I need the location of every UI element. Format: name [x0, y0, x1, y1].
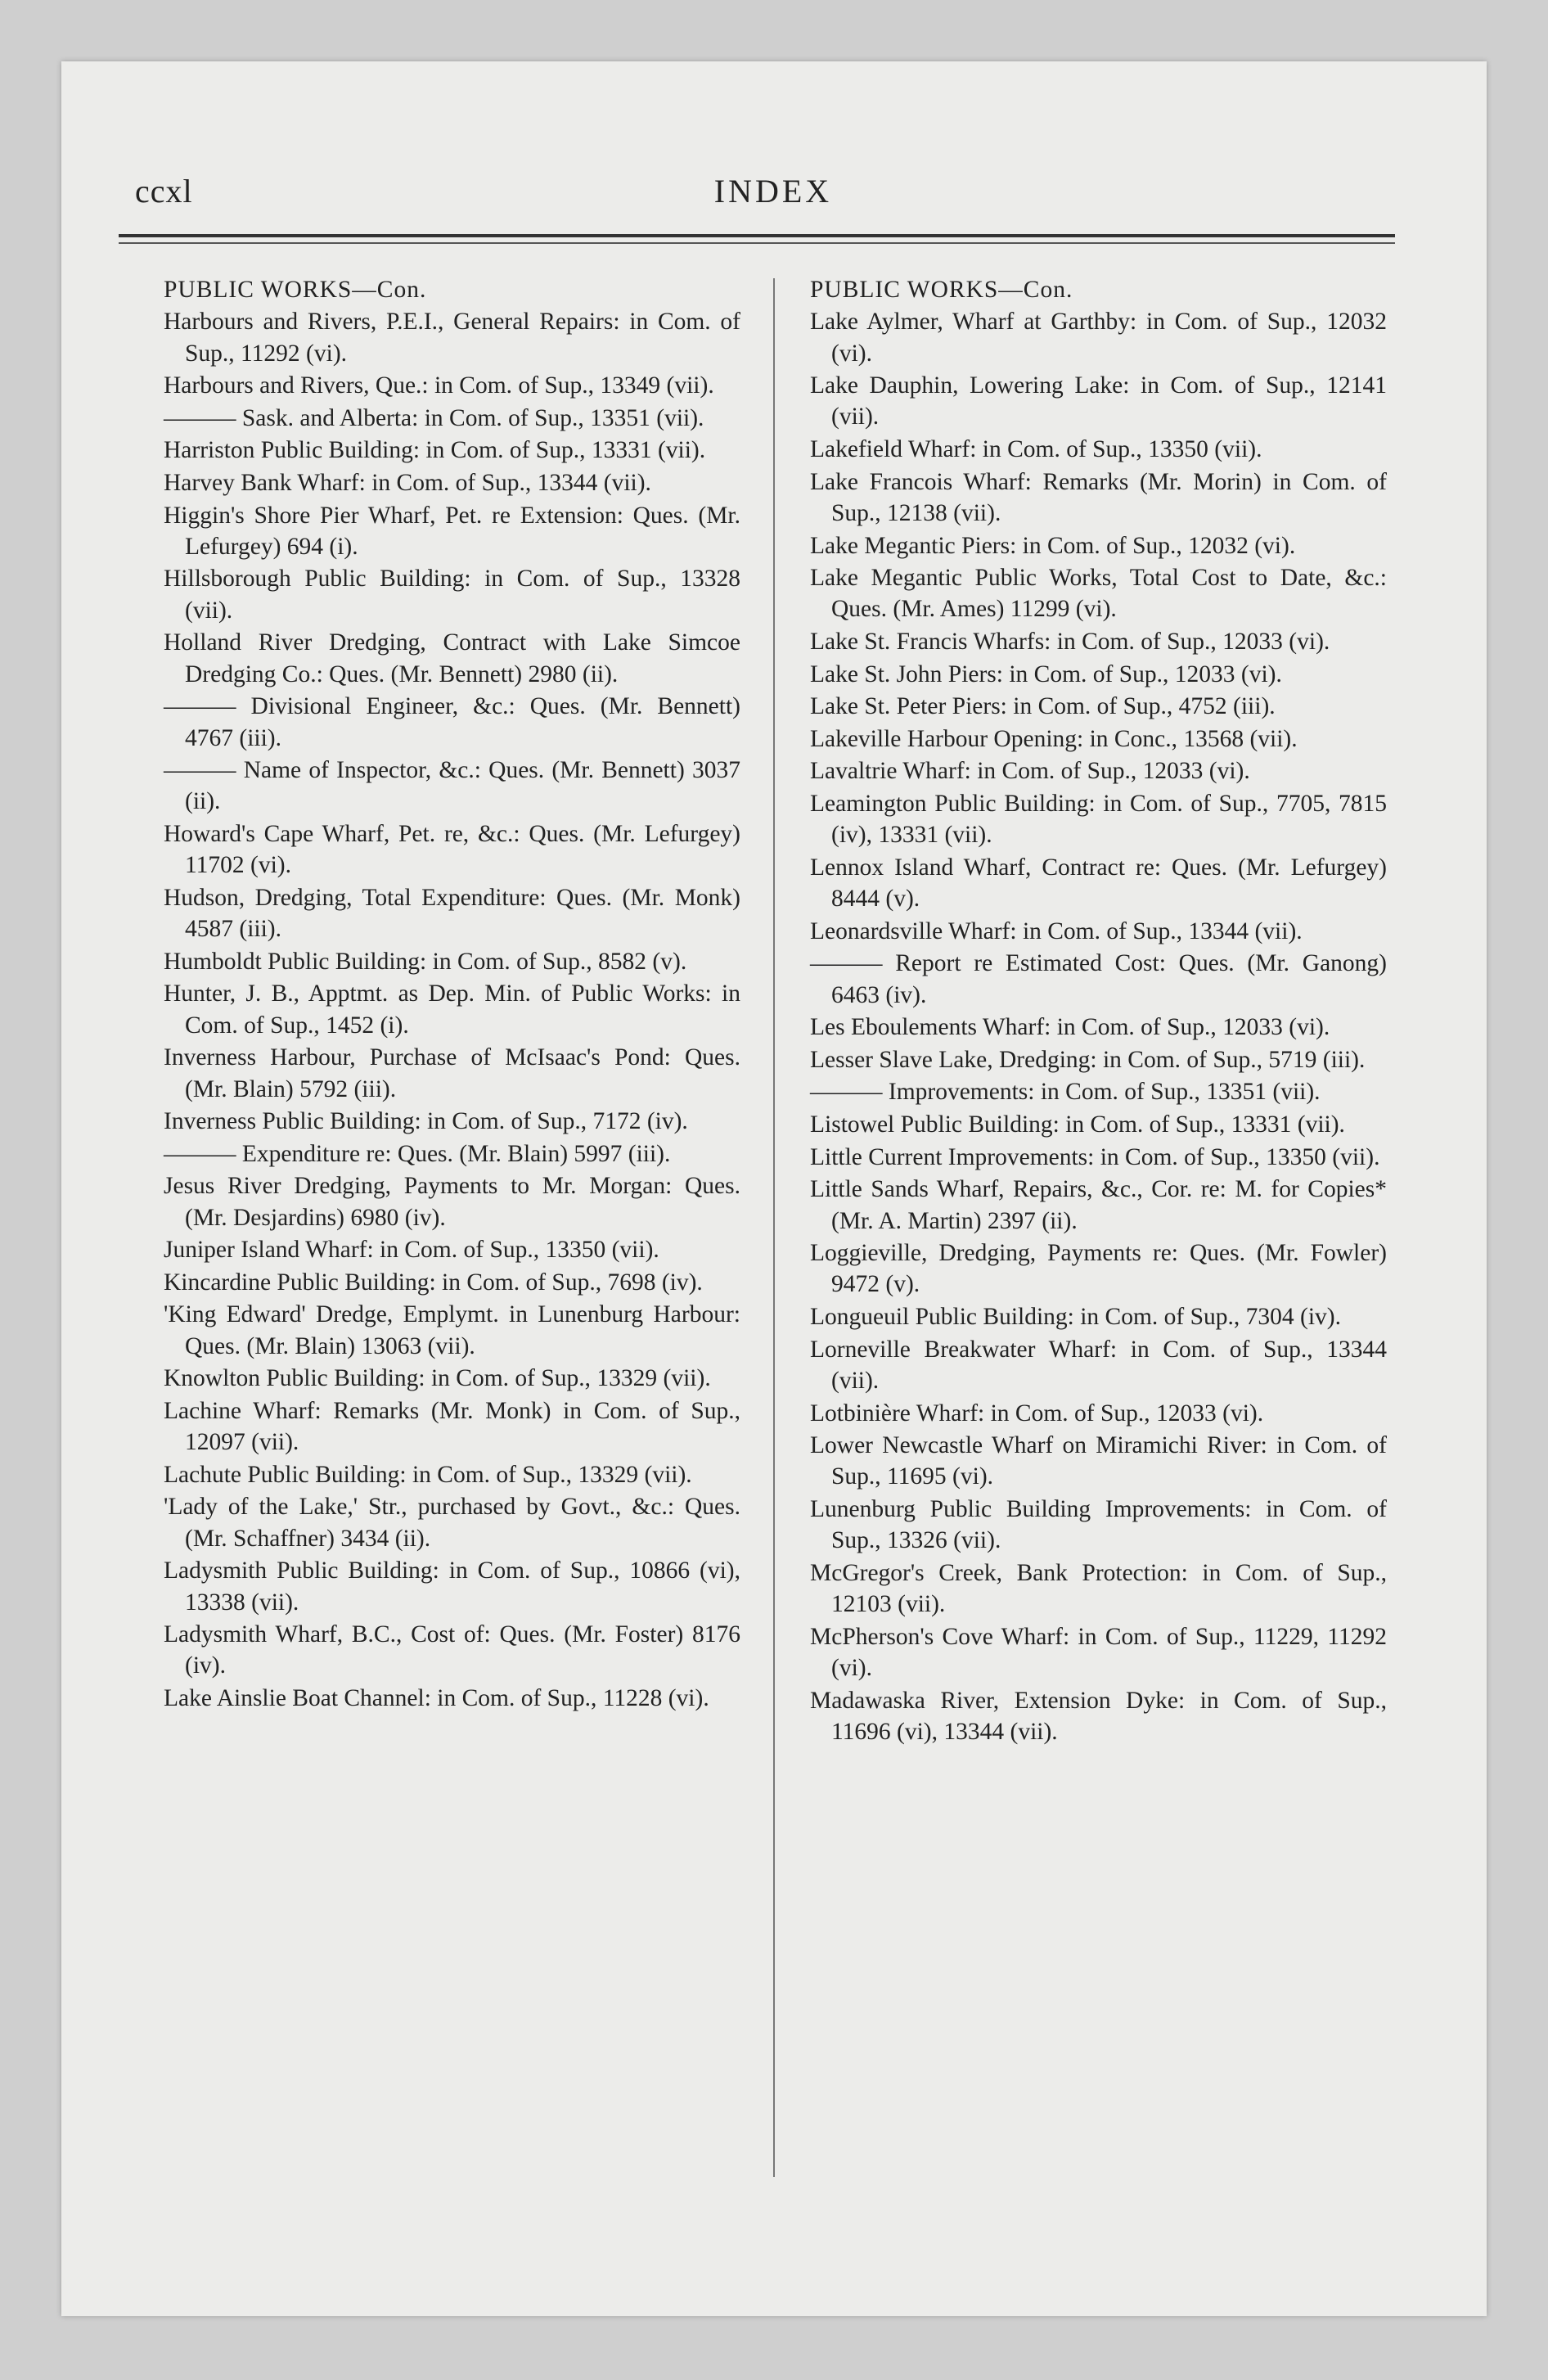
index-entry: ——— Name of Inspector, &c.: Ques. (Mr. Bennett) 3037 (ii).	[164, 757, 740, 815]
header-rule-thin	[119, 242, 1395, 244]
index-entry: Ladysmith Public Building: in Com. of Sup., 10866 (vi), 13338 (vii).	[164, 1557, 740, 1616]
index-entry: Lavaltrie Wharf: in Com. of Sup., 12033 (vi).	[810, 758, 1250, 785]
left-column-heading: PUBLIC WORKS—Con.	[164, 277, 427, 303]
right-column	[810, 274, 1387, 1749]
index-entry: Humboldt Public Building: in Com. of Sup., 8582 (v).	[164, 948, 687, 975]
index-entry: Lake St. Peter Piers: in Com. of Sup., 4752 (iii).	[810, 693, 1276, 720]
index-entry: Lake Megantic Piers: in Com. of Sup., 12032 (vi).	[810, 532, 1296, 559]
index-entry: ——— Sask. and Alberta: in Com. of Sup., 13351 (vii).	[164, 404, 704, 431]
index-entry: Knowlton Public Building: in Com. of Sup., 13329 (vii).	[164, 1365, 711, 1392]
index-entry: Harbours and Rivers, P.E.I., General Repairs: in Com. of Sup., 11292 (vi).	[164, 309, 740, 367]
index-entry: Les Eboulements Wharf: in Com. of Sup., 12033 (vi).	[810, 1014, 1330, 1041]
index-entry: Lorneville Breakwater Wharf: in Com. of Sup., 13344 (vii).	[810, 1336, 1387, 1394]
index-entry: Juniper Island Wharf: in Com. of Sup., 13350 (vii).	[164, 1237, 659, 1264]
index-entry: Lower Newcastle Wharf on Miramichi River: in Com. of Sup., 11695 (vi).	[810, 1432, 1387, 1490]
index-entry: Inverness Public Building: in Com. of Sup., 7172 (iv).	[164, 1108, 688, 1135]
index-entry: Little Sands Wharf, Repairs, &c., Cor. re: M. for Copies* (Mr. A. Martin) 2397 (ii).	[810, 1176, 1387, 1234]
index-entry: Inverness Harbour, Purchase of McIsaac's Pond: Ques. (Mr. Blain) 5792 (iii).	[164, 1044, 740, 1102]
index-entry: Lennox Island Wharf, Contract re: Ques. (Mr. Lefurgey) 8444 (v).	[810, 854, 1387, 913]
index-entry: Howard's Cape Wharf, Pet. re, &c.: Ques. (Mr. Lefurgey) 11702 (vi).	[164, 821, 740, 879]
left-entries	[164, 306, 740, 1714]
index-entry: Lakeville Harbour Opening: in Conc., 13568 (vii).	[810, 725, 1298, 752]
column-divider	[773, 278, 775, 2177]
index-entry: McGregor's Creek, Bank Protection: in Com. of Sup., 12103 (vii).	[810, 1559, 1387, 1618]
right-entries	[810, 306, 1387, 1747]
index-entry: Ladysmith Wharf, B.C., Cost of: Ques. (Mr. Foster) 8176 (iv).	[164, 1621, 740, 1679]
index-entry: Madawaska River, Extension Dyke: in Com. of Sup., 11696 (vi), 13344 (vii).	[810, 1687, 1387, 1745]
index-entry: Leonardsville Wharf: in Com. of Sup., 13344 (vii).	[810, 917, 1303, 944]
index-entry: Hudson, Dredging, Total Expenditure: Ques. (Mr. Monk) 4587 (iii).	[164, 884, 740, 943]
index-entry: Lake Megantic Public Works, Total Cost to Date, &c.: Ques. (Mr. Ames) 11299 (vi).	[810, 565, 1387, 623]
index-entry: ——— Expenditure re: Ques. (Mr. Blain) 5997 (iii).	[164, 1140, 671, 1167]
index-entry: Lachute Public Building: in Com. of Sup., 13329 (vii).	[164, 1461, 692, 1488]
index-entry: ——— Improvements: in Com. of Sup., 13351 (vii).	[810, 1079, 1321, 1106]
index-entry: Jesus River Dredging, Payments to Mr. Morgan: Ques. (Mr. Desjardins) 6980 (iv).	[164, 1173, 740, 1231]
index-entry: Little Current Improvements: in Com. of Sup., 13350 (vii).	[810, 1143, 1380, 1170]
index-entry: Lakefield Wharf: in Com. of Sup., 13350 (vii).	[810, 436, 1262, 463]
index-entry: Lotbinière Wharf: in Com. of Sup., 12033 (vi).	[810, 1400, 1264, 1427]
index-entry: Listowel Public Building: in Com. of Sup., 13331 (vii).	[810, 1111, 1345, 1138]
page-header	[119, 172, 1428, 221]
index-entry: ——— Divisional Engineer, &c.: Ques. (Mr. Bennett) 4767 (iii).	[164, 693, 740, 751]
index-entry: 'King Edward' Dredge, Emplymt. in Lunenburg Harbour: Ques. (Mr. Blain) 13063 (vii).	[164, 1301, 740, 1359]
header-rule-thick	[119, 234, 1395, 237]
right-column-heading: PUBLIC WORKS—Con.	[810, 277, 1073, 303]
index-entry: Leamington Public Building: in Com. of Sup., 7705, 7815 (iv), 13331 (vii).	[810, 791, 1387, 849]
index-entry: Lake St. Francis Wharfs: in Com. of Sup., 12033 (vi).	[810, 629, 1330, 656]
index-entry: Loggieville, Dredging, Payments re: Ques. (Mr. Fowler) 9472 (v).	[810, 1240, 1387, 1298]
index-entry: Hunter, J. B., Apptmt. as Dep. Min. of Public Works: in Com. of Sup., 1452 (i).	[164, 980, 740, 1039]
page-number: ccxl	[135, 173, 193, 210]
index-entry: ——— Report re Estimated Cost: Ques. (Mr. Ganong) 6463 (iv).	[810, 950, 1387, 1008]
index-entry: Lake Francois Wharf: Remarks (Mr. Morin) in Com. of Sup., 12138 (vii).	[810, 468, 1387, 526]
index-entry: Lake St. John Piers: in Com. of Sup., 12033 (vi).	[810, 660, 1282, 687]
index-entry: 'Lady of the Lake,' Str., purchased by Govt., &c.: Ques. (Mr. Schaffner) 3434 (ii).	[164, 1494, 740, 1552]
index-entry: Hillsborough Public Building: in Com. of Sup., 13328 (vii).	[164, 566, 740, 624]
index-entry: Lake Dauphin, Lowering Lake: in Com. of Sup., 12141 (vii).	[810, 372, 1387, 430]
index-entry: McPherson's Cove Wharf: in Com. of Sup., 11229, 11292 (vi).	[810, 1623, 1387, 1682]
index-entry: Lesser Slave Lake, Dredging: in Com. of Sup., 5719 (iii).	[810, 1046, 1366, 1073]
page-title: INDEX	[713, 173, 833, 210]
index-entry: Harvey Bank Wharf: in Com. of Sup., 13344 (vii).	[164, 469, 651, 496]
index-entry: Lunenburg Public Building Improvements: in Com. of Sup., 13326 (vii).	[810, 1496, 1387, 1554]
index-entry: Harriston Public Building: in Com. of Sup., 13331 (vii).	[164, 437, 706, 464]
index-entry: Longueuil Public Building: in Com. of Sup., 7304 (iv).	[810, 1304, 1341, 1331]
index-entry: Higgin's Shore Pier Wharf, Pet. re Extension: Ques. (Mr. Lefurgey) 694 (i).	[164, 502, 740, 560]
index-entry: Kincardine Public Building: in Com. of Sup., 7698 (iv).	[164, 1269, 703, 1296]
index-entry: Lake Aylmer, Wharf at Garthby: in Com. of Sup., 12032 (vi).	[810, 309, 1387, 367]
index-entry: Lake Ainslie Boat Channel: in Com. of Sup., 11228 (vi).	[164, 1685, 709, 1712]
left-column	[164, 274, 740, 1715]
index-entry: Harbours and Rivers, Que.: in Com. of Sup., 13349 (vii).	[164, 372, 714, 399]
index-entry: Holland River Dredging, Contract with Lake Simcoe Dredging Co.: Ques. (Mr. Bennett) 2980 (ii).	[164, 629, 740, 687]
index-entry: Lachine Wharf: Remarks (Mr. Monk) in Com. of Sup., 12097 (vii).	[164, 1397, 740, 1456]
